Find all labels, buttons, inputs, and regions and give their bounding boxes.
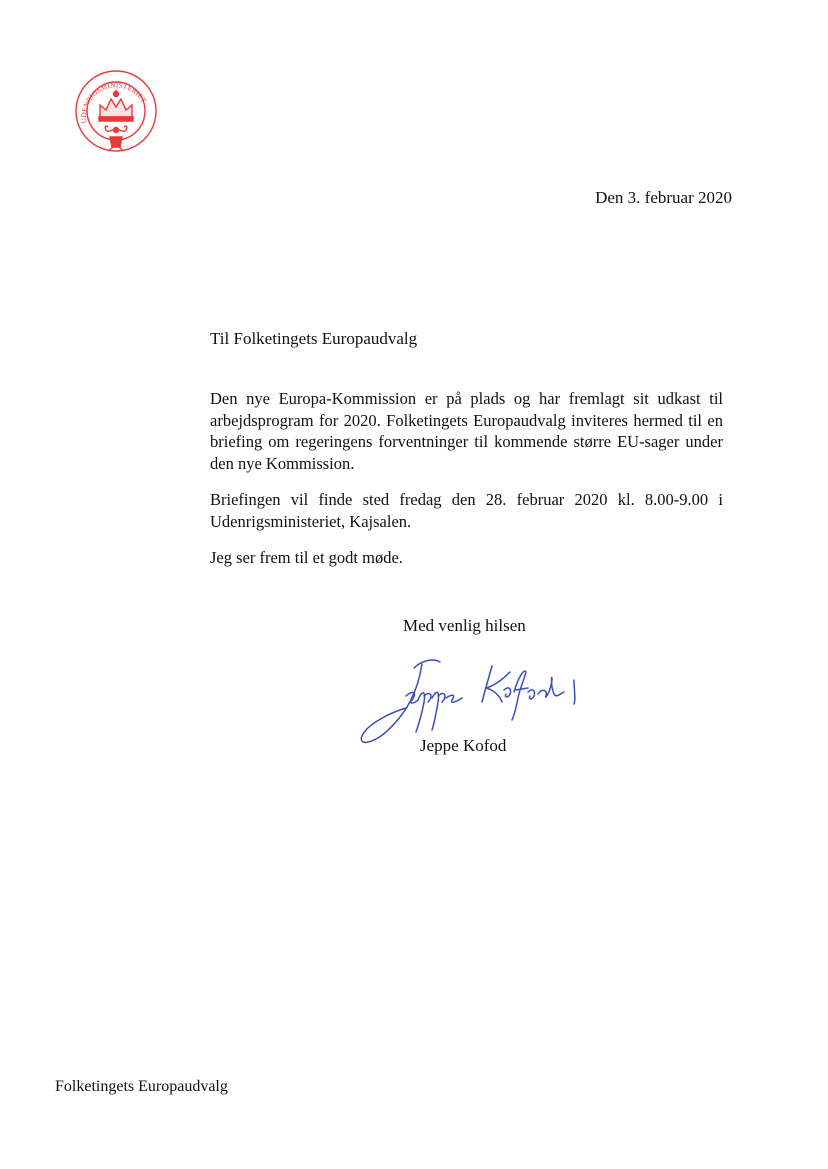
body-paragraph: Briefingen vil finde sted fredag den 28. februar 2020 kl. 8.00-9.00 i Udenrigsministeriet, Kajsalen. [210,490,723,531]
crown-seal-icon [70,65,162,165]
body-paragraph: Den nye Europa-Kommission er på plads og har fremlagt sit udkast til arbejdsprogram for 2020. Folketingets Europaudvalg inviteres hermed til en briefing om regeringens forventninger til kommende større EU-sager under den nye Kommission. [210,389,723,473]
recipient-greeting: Til Folketingets Europaudvalg [210,329,418,348]
body-paragraph: Jeg ser frem til et godt møde. [210,548,403,567]
svg-text:Jeppe Kofod: Jeppe Kofod [352,650,358,651]
signer-name: Jeppe Kofod [420,736,507,755]
footer-recipient: Folketingets Europaudvalg [55,1078,228,1095]
letter-date: Den 3. februar 2020 [595,188,732,207]
svg-text:UDENRIGSMINISTERIET: UDENRIGSMINISTERIET [79,81,148,124]
letter-body [210,388,723,584]
closing-phrase: Med venlig hilsen [403,616,526,635]
handwritten-signature [352,650,582,750]
